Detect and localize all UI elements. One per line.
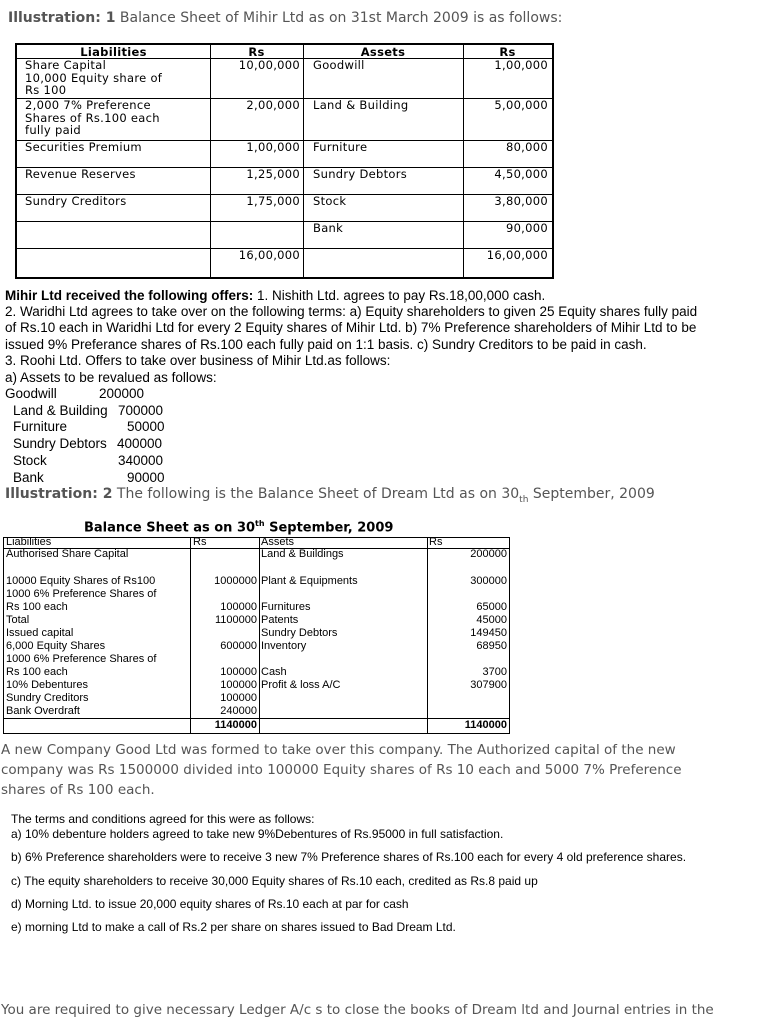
header-rs: Rs — [499, 45, 516, 59]
liability-line: Rs 100 each — [6, 666, 68, 678]
asset-cell: Goodwill — [313, 58, 365, 72]
term-e: e) morning Ltd to make a call of Rs.2 per share on shares issued to Bad Dream Ltd. — [11, 920, 456, 934]
asset-cell: Stock — [313, 194, 347, 208]
revalued-name: Bank — [13, 470, 44, 485]
illustration-2-heading: Illustration: 2 The following is the Balance Sheet of Dream Ltd as on $30_{th}$ September, 2009 — [5, 486, 655, 505]
offers-line-5: 3. Roohi Ltd. Offers to take over business of Mihir Ltd.as follows: — [5, 353, 391, 368]
offers-line-6: a) Assets to be revalued as follows: — [5, 370, 217, 385]
asset-line: Furnitures — [261, 601, 311, 613]
term-b: b) 6% Preference shareholders were to receive 3 new 7% Preference shares of Rs.100 each for every 4 old preference shares. — [11, 850, 687, 864]
header-rs: Rs — [429, 536, 443, 548]
good-ltd-line-1: A new Company Good Ltd was formed to take over this company. The Authorized capital of the new — [1, 742, 676, 758]
liability-line: Sundry Creditors — [6, 692, 89, 704]
asset-cell: Sundry Debtors — [313, 167, 408, 181]
liability-line: Authorised Share Capital — [6, 548, 129, 560]
liability-line: Rs 100 each — [6, 601, 68, 613]
liability-line: 6,000 Equity Shares — [6, 640, 106, 652]
asset-amount: 200000 — [470, 548, 507, 560]
good-ltd-line-2: company was Rs 1500000 divided into 100000 Equity shares of Rs 10 each and 5000 7% Preference — [1, 762, 682, 778]
revalued-name: Sundry Debtors — [13, 436, 107, 451]
header-liabilities: Liabilities — [6, 536, 52, 548]
header-rs: Rs — [248, 45, 265, 59]
header-rs: Rs — [193, 536, 207, 548]
footer-text: You are required to give necessary Ledger A/c s to close the books of Dream ltd and Journal entries in the — [1, 1002, 714, 1018]
asset-amount-cell: 3,80,000 — [494, 194, 548, 208]
offers-line-4: issued 9% Preferance shares of Rs.100 each fully paid on 1:1 basis. c) Sundry Creditors to be paid in cash. — [5, 337, 647, 352]
asset-line: Land & Buildings — [261, 548, 344, 560]
asset-amount: 149450 — [470, 627, 507, 639]
liability-line: 1000 6% Preference Shares of — [6, 653, 157, 665]
liability-line: 10000 Equity Shares of Rs100 — [6, 575, 156, 587]
asset-line: Sundry Debtors — [261, 627, 338, 639]
liability-line: Issued capital — [6, 627, 74, 639]
asset-amount: 307900 — [470, 679, 507, 691]
revalued-value: 200000 — [99, 386, 145, 401]
liability-cell: Revenue Reserves — [25, 167, 136, 181]
liability-amount-cell: 1,75,000 — [246, 194, 300, 208]
balance-sheet-mihir-table — [15, 43, 554, 279]
revalued-value: 400000 — [117, 436, 163, 451]
illustration-1-heading: Illustration: 1 Balance Sheet of Mihir Ltd as on 31st March 2009 is as follows: — [8, 10, 563, 26]
liability-amount: 600000 — [220, 640, 257, 652]
asset-amount-cell: 90,000 — [505, 221, 548, 235]
term-c: c) The equity shareholders to receive 30,000 Equity shares of Rs.10 each, credited as Rs.8 paid up — [11, 874, 538, 888]
asset-line: Inventory — [261, 640, 307, 652]
balance-sheet-title: Balance Sheet as on 30th September, 2009 — [84, 519, 394, 536]
liability-line: 10% Debentures — [6, 679, 88, 691]
revalued-name: Goodwill — [5, 386, 57, 401]
liability-amount-cell: 10,00,000 — [238, 58, 300, 72]
liability-amount: 100000 — [220, 679, 257, 691]
asset-amount: 68950 — [476, 640, 507, 652]
liability-cell: Sundry Creditors — [25, 194, 127, 208]
asset-line: Plant & Equipments — [261, 575, 358, 587]
revalued-name: Furniture — [13, 419, 68, 434]
liability-cell: Share Capital 10,000 Equity share of Rs 100 — [25, 58, 163, 97]
offers-line-2: 2. Waridhi Ltd agrees to take over on the following terms: a) Equity shareholders to given 25 Equity shares fully paid — [5, 304, 698, 319]
asset-cell: Furniture — [313, 140, 368, 154]
good-ltd-line-3: shares of Rs 100 each. — [1, 782, 155, 798]
header-liabilities: Liabilities — [80, 45, 147, 59]
asset-amount-cell: 80,000 — [505, 140, 548, 154]
liability-amount: 240000 — [220, 705, 257, 717]
liability-amount: 100000 — [220, 601, 257, 613]
revalued-value: 50000 — [127, 419, 165, 434]
total-assets: 1140000 — [464, 719, 507, 731]
revalued-value: 700000 — [118, 403, 164, 418]
total-liabilities: 1140000 — [214, 719, 257, 731]
liability-line: Total — [6, 614, 30, 626]
asset-cell: Land & Building — [313, 98, 409, 112]
balance-sheet-dream-table — [3, 537, 510, 734]
revalued-value: 90000 — [127, 470, 165, 485]
liability-amount-cell: 16,00,000 — [238, 248, 300, 262]
asset-amount: 45000 — [476, 614, 507, 626]
liability-amount-cell: 1,00,000 — [246, 140, 300, 154]
revalued-name: Stock — [13, 453, 47, 468]
liability-line: Bank Overdraft — [6, 705, 80, 717]
asset-line: Patents — [261, 614, 299, 626]
liability-amount: 1000000 — [214, 575, 257, 587]
header-assets: Assets — [261, 536, 295, 548]
liability-line: 1000 6% Preference Shares of — [6, 588, 157, 600]
asset-amount-cell: 16,00,000 — [486, 248, 548, 262]
offers-line-3: of Rs.10 each in Waridhi Ltd for every 2 Equity shares of Mihir Ltd. b) 7% Preference shareholders of Mihir Ltd to be — [5, 320, 697, 335]
asset-amount-cell: 1,00,000 — [494, 58, 548, 72]
asset-amount: 3700 — [482, 666, 507, 678]
liability-amount: 1100000 — [214, 614, 257, 626]
asset-amount-cell: 5,00,000 — [494, 98, 548, 112]
liability-amount-cell: 1,25,000 — [246, 167, 300, 181]
asset-cell: Bank — [313, 221, 344, 235]
terms-intro: The terms and conditions agreed for this were as follows: — [11, 812, 315, 826]
revalued-name: Land & Building — [13, 403, 108, 418]
asset-amount: 300000 — [470, 575, 507, 587]
asset-amount: 65000 — [476, 601, 507, 613]
asset-line: Profit & loss A/C — [261, 679, 341, 691]
liability-amount: 100000 — [220, 692, 257, 704]
liability-amount-cell: 2,00,000 — [246, 98, 300, 112]
revalued-value: 340000 — [118, 453, 164, 468]
term-a: a) 10% debenture holders agreed to take new 9%Debentures of Rs.95000 in full satisfaction. — [11, 827, 504, 841]
liability-amount: 100000 — [220, 666, 257, 678]
liability-cell: Securities Premium — [25, 140, 142, 154]
header-assets: Assets — [360, 45, 406, 59]
offers-line-1: Mihir Ltd received the following offers: 1. Nishith Ltd. agrees to pay Rs.18,00,000 cash. — [5, 288, 546, 303]
asset-line: Cash — [261, 666, 287, 678]
liability-cell: 2,000 7% Preference Shares of Rs.100 each fully paid — [25, 98, 160, 137]
term-d: d) Morning Ltd. to issue 20,000 equity shares of Rs.10 each at par for cash — [11, 897, 409, 911]
asset-amount-cell: 4,50,000 — [494, 167, 548, 181]
